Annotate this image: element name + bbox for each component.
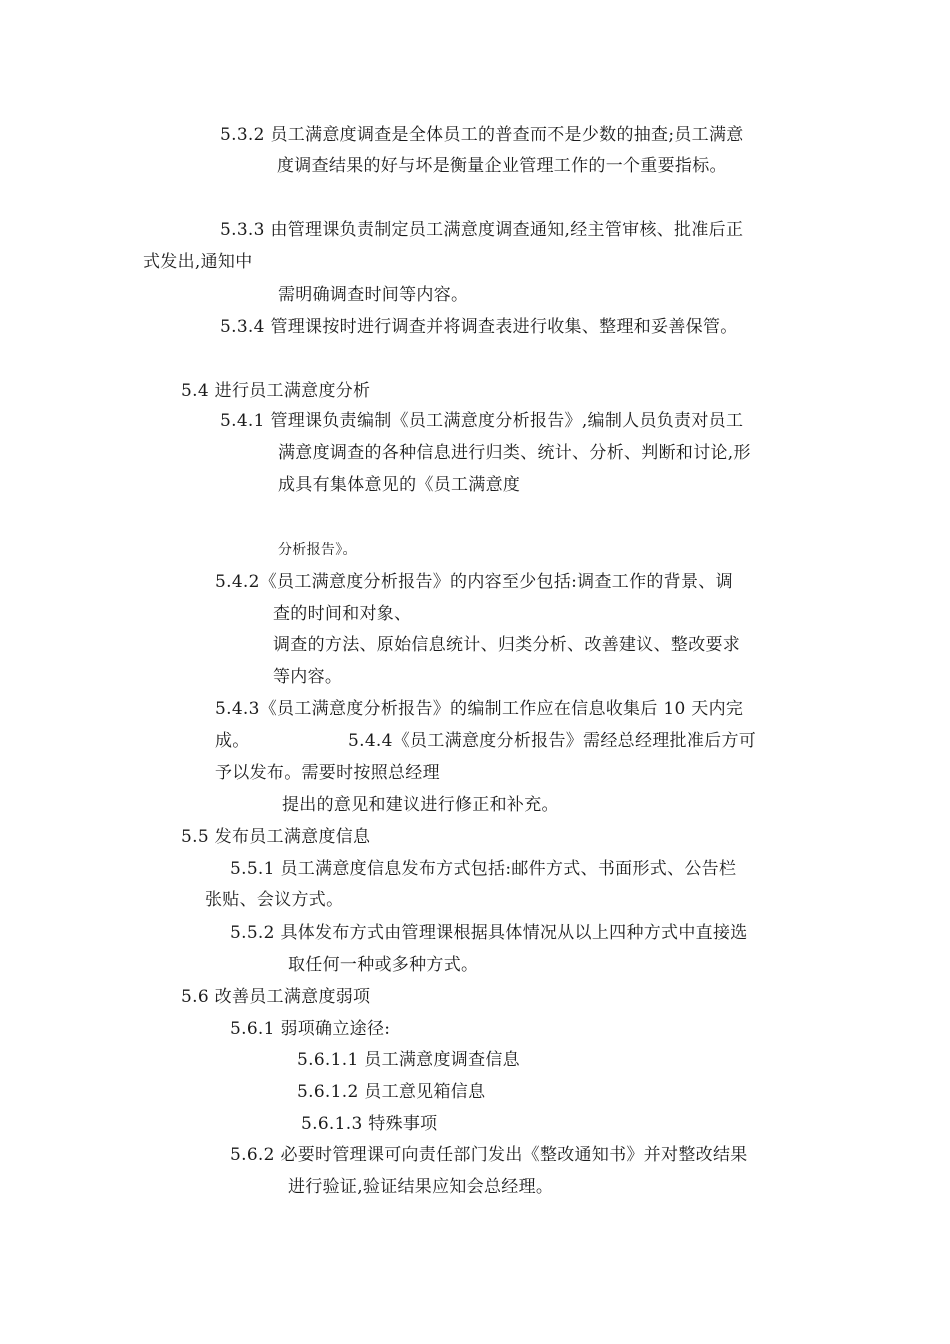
clause-5-6-1-line-1: 5.6.1 弱项确立途径:: [230, 1019, 391, 1039]
clause-5-4-2-line-3: 调查的方法、原始信息统计、归类分析、改善建议、整改要求: [273, 635, 741, 655]
clause-5-6-2-line-1: 5.6.2 必要时管理课可向责任部门发出《整改通知书》并对整改结果: [230, 1145, 748, 1165]
clause-5-6-1-2: 5.6.1.2 员工意见箱信息: [297, 1082, 486, 1102]
section-heading-5-5: 5.5 发布员工满意度信息: [181, 827, 371, 847]
clause-5-3-2-line-1: 5.3.2 员工满意度调查是全体员工的普查而不是少数的抽查;员工满意: [220, 125, 744, 145]
clause-5-4-2-line-2: 查的时间和对象、: [273, 604, 412, 624]
clause-5-5-1-line-2: 张贴、会议方式。: [205, 890, 344, 910]
clause-5-5-1-line-1: 5.5.1 员工满意度信息发布方式包括:邮件方式、书面形式、公告栏: [230, 859, 737, 879]
clause-5-3-3-line-1: 5.3.3 由管理课负责制定员工满意度调查通知,经主管审核、批准后正: [220, 220, 744, 240]
clause-5-6-2-line-2: 进行验证,验证结果应知会总经理。: [288, 1177, 554, 1197]
section-heading-5-6: 5.6 改善员工满意度弱项: [181, 987, 371, 1007]
clause-5-4-4-line-1: 5.4.4《员工满意度分析报告》需经总经理批准后方可: [348, 731, 757, 751]
clause-5-5-2-line-2: 取任何一种或多种方式。: [288, 955, 479, 975]
clause-5-4-4-line-2: 予以发布。需要时按照总经理: [215, 763, 440, 783]
clause-5-3-2-line-2: 度调查结果的好与坏是衡量企业管理工作的一个重要指标。: [277, 156, 727, 176]
clause-5-5-2-line-1: 5.5.2 具体发布方式由管理课根据具体情况从以上四种方式中直接选: [230, 923, 748, 943]
clause-5-4-1-line-4: 分析报告》。: [278, 542, 357, 558]
clause-5-3-3-line-3: 需明确调查时间等内容。: [278, 285, 469, 305]
section-heading-5-4: 5.4 进行员工满意度分析: [181, 381, 371, 401]
clause-5-4-1-line-1: 5.4.1 管理课负责编制《员工满意度分析报告》,编制人员负责对员工: [220, 411, 744, 431]
clause-5-3-3-line-2: 式发出,通知中: [143, 252, 253, 272]
clause-5-4-3-line-2: 成。: [215, 731, 250, 751]
clause-5-3-4-line-1: 5.3.4 管理课按时进行调查并将调查表进行收集、整理和妥善保管。: [220, 317, 738, 337]
clause-5-4-2-line-4: 等内容。: [273, 667, 343, 687]
clause-5-4-3-line-1: 5.4.3《员工满意度分析报告》的编制工作应在信息收集后 10 天内完: [215, 699, 744, 719]
clause-5-6-1-3: 5.6.1.3 特殊事项: [301, 1114, 438, 1134]
clause-5-4-4-line-3: 提出的意见和建议进行修正和补充。: [282, 795, 559, 815]
clause-5-4-1-line-3: 成具有集体意见的《员工满意度: [278, 475, 521, 495]
clause-5-4-2-line-1: 5.4.2《员工满意度分析报告》的内容至少包括:调查工作的背景、调: [215, 572, 733, 592]
clause-5-6-1-1: 5.6.1.1 员工满意度调查信息: [297, 1050, 520, 1070]
clause-5-4-1-line-2: 满意度调查的各种信息进行归类、统计、分析、判断和讨论,形: [278, 443, 751, 463]
